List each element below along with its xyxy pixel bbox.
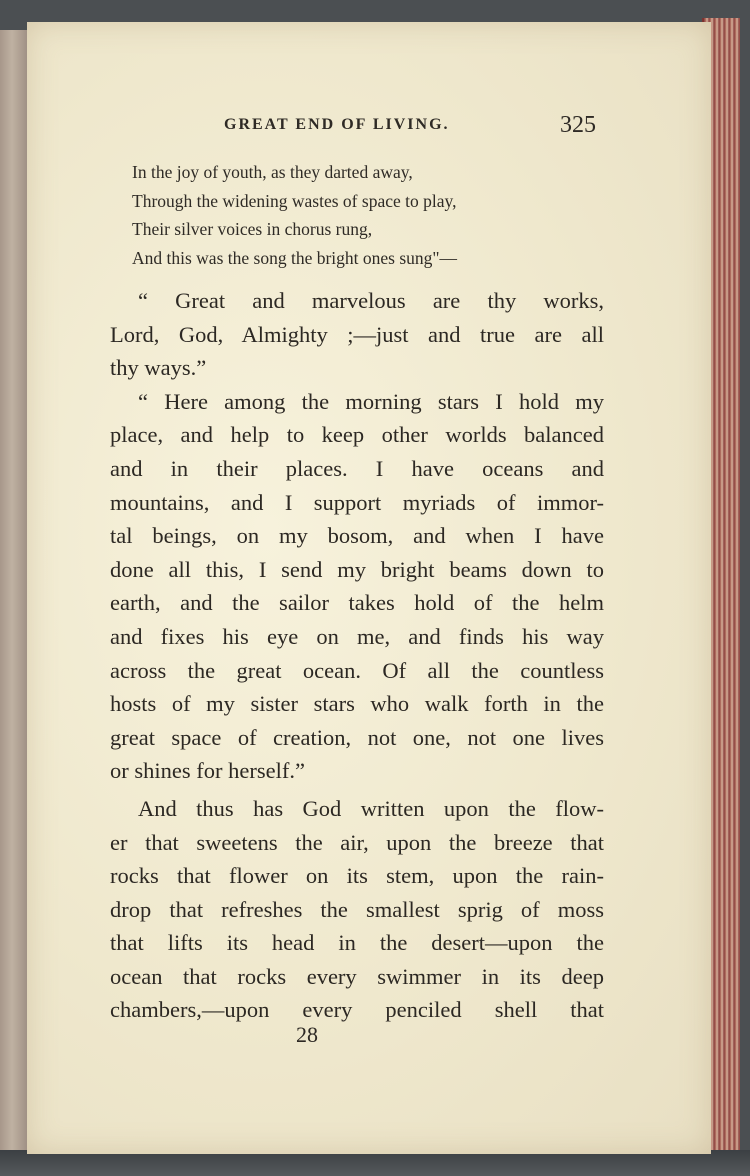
text-line: hosts of my sister stars who walk forth in the — [110, 691, 604, 717]
text-line: and in their places. I have oceans and — [110, 455, 604, 481]
text-line: chambers,—upon every penciled shell that — [110, 997, 604, 1023]
text-line: er that sweetens the air, upon the breeze that — [110, 829, 604, 855]
text-line: and fixes his eye on me, and finds his way — [110, 623, 604, 649]
text-line: or shines for herself.” — [110, 758, 305, 784]
poem-line: And this was the song the bright ones sung"— — [132, 247, 458, 268]
signature-mark: 28 — [296, 1022, 318, 1047]
poem-block — [132, 158, 602, 272]
poem-line: Their silver voices in chorus rung, — [132, 219, 373, 239]
page-number: 325 — [560, 112, 596, 138]
text-line: rocks that flower on its stem, upon the rain- — [110, 863, 604, 889]
page-header — [0, 112, 750, 142]
text-line: mountains, and I support myriads of immor- — [110, 489, 604, 515]
poem-line: Through the widening wastes of space to play, — [132, 190, 457, 211]
paragraph — [110, 284, 604, 385]
text-line: thy ways.” — [110, 355, 207, 381]
text-line: across the great ocean. Of all the countless — [110, 657, 604, 683]
text-line: Lord, God, Almighty ;—just and true are all — [110, 321, 604, 347]
text-line: “ Great and marvelous are thy works, — [138, 288, 604, 313]
text-line: that lifts its head in the desert—upon the — [110, 930, 604, 956]
text-line: drop that refreshes the smallest sprig of moss — [110, 896, 604, 922]
book-cover-left — [0, 30, 30, 1160]
text-line: ocean that rocks every swimmer in its deep — [110, 963, 604, 989]
text-line: And thus has God written upon the flow- — [138, 795, 604, 821]
text-line: earth, and the sailor takes hold of the helm — [110, 590, 604, 616]
body-text — [110, 284, 604, 1031]
text-line: great space of creation, not one, not one lives — [110, 724, 604, 750]
text-line: place, and help to keep other worlds balanced — [110, 422, 604, 448]
text-line: tal beings, on my bosom, and when I have — [110, 523, 604, 549]
running-head: GREAT END OF LIVING. — [224, 116, 450, 133]
paragraph — [110, 792, 604, 1027]
poem-line: In the joy of youth, as they darted away, — [132, 162, 413, 182]
text-line: “ Here among the morning stars I hold my — [138, 388, 604, 414]
paragraph — [110, 385, 604, 788]
text-line: done all this, I send my bright beams down to — [110, 556, 604, 582]
